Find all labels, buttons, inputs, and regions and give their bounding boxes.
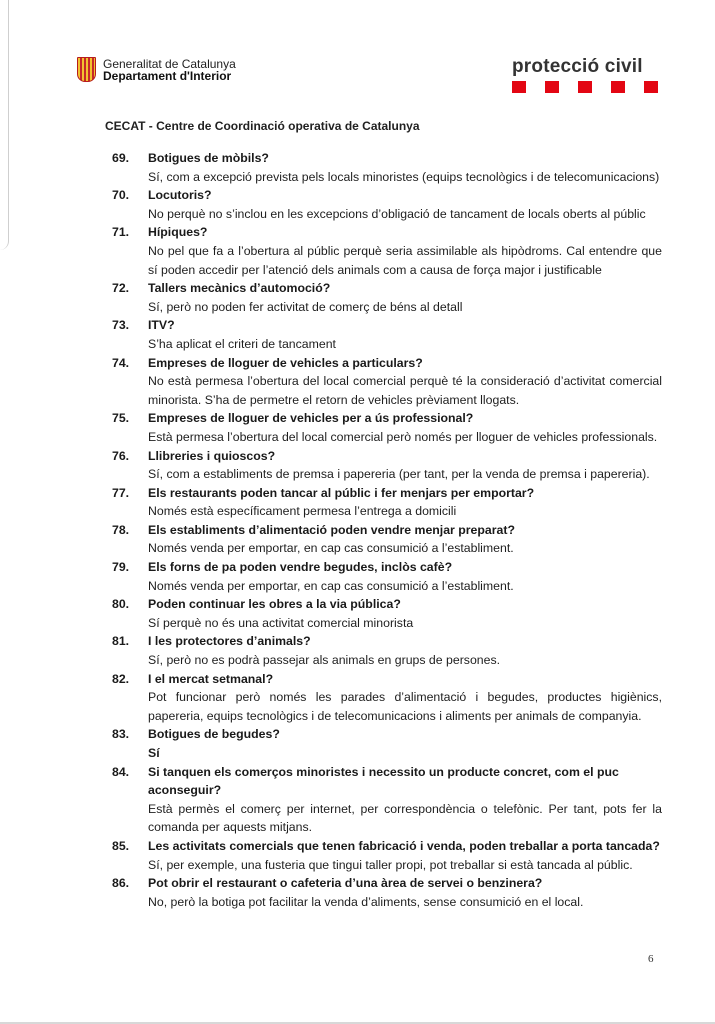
item-number: 83. [112,727,130,742]
senyera-shield-icon [77,57,96,82]
answer: No està permesa l’obertura del local comercial perquè té la consideració d’activitat comercial minorista. S’ha de permetre el retorn de vehicles prèviament llogats. [148,374,662,407]
faq-item [112,874,662,911]
item-number: 84. [112,764,130,779]
answer: Sí, com a establiments de premsa i papereria (per tant, per la venda de premsa i papereria). [148,467,650,482]
document-section-title: CECAT - Centre de Coordinació operativa de Catalunya [105,119,420,133]
answer: Sí, però no es podrà passejar als animals en grups de persones. [148,653,501,668]
item-number: 82. [112,671,130,686]
question: Poden continuar les obres a la via pública? [148,597,401,612]
faq-item [112,149,662,186]
brand-square [545,81,559,93]
faq-item [112,558,662,595]
answer: No perquè no s’inclou en les excepcions d’obligació de tancament de locals oberts al públic [148,206,646,221]
item-number: 72. [112,281,130,296]
faq-item [112,186,662,223]
item-number: 70. [112,188,130,203]
question: Locutoris? [148,188,212,203]
department-name: Departament d'Interior [103,68,232,83]
answer: Sí, però no poden fer activitat de comerç de béns al detall [148,299,463,314]
answer: Pot funcionar però només les parades d’alimentació i begudes, productes higiènics, papereria, equips tecnològics i de telecomunicacions i aliments per animals de companyia. [148,690,662,723]
question: Botigues de mòbils? [148,151,269,165]
question: Pot obrir el restaurant o cafeteria d’una àrea de servei o benzinera? [148,876,543,891]
brand-square [611,81,625,93]
question: Empreses de lloguer de vehicles per a ús professional? [148,411,474,426]
item-number: 79. [112,560,130,575]
question: Empreses de lloguer de vehicles a particulars? [148,355,423,370]
faq-item [112,837,662,874]
question: Llibreries i quioscos? [148,448,276,463]
faq-item [112,595,662,632]
item-number: 85. [112,838,130,853]
item-number: 73. [112,318,130,333]
item-number: 86. [112,876,130,891]
faq-item [112,484,662,521]
answer: Només venda per emportar, en cap cas consumició a l’establiment. [148,541,514,556]
question: Botigues de begudes? [148,727,280,742]
answer: Sí [148,746,160,760]
faq-item [112,447,662,484]
item-number: 76. [112,448,130,463]
answer: Només venda per emportar, en cap cas consumició a l’establiment. [148,578,514,593]
question: Tallers mecànics d’automoció? [148,281,331,296]
faq-item [112,354,662,410]
generalitat-logo [77,57,236,82]
faq-item [112,279,662,316]
item-number: 78. [112,522,130,537]
brand-squares [512,81,658,93]
answer: Està permesa l’obertura del local comercial però només per lloguer de vehicles professionals. [148,429,658,444]
faq-item [112,223,662,279]
item-number: 75. [112,411,130,426]
brand-square [512,81,526,93]
brand-name: protecció civil [512,56,643,77]
answer: Sí perquè no és una activitat comercial minorista [148,615,414,630]
item-number: 77. [112,485,130,500]
question: I el mercat setmanal? [148,671,274,686]
question: ITV? [148,318,175,333]
answer: No pel que fa a l’obertura al públic perquè seria assimilable als hipòdroms. Cal entendre que sí poden accedir per l’atenció dels animals com a causa de força major i justificable [148,243,662,277]
faq-item [112,521,662,558]
brand-square [578,81,592,93]
proteccio-civil-logo [512,56,658,93]
item-number: 71. [112,225,130,240]
faq-item [112,632,662,669]
question: Els establiments d’alimentació poden vendre menjar preparat? [148,522,515,537]
question: Els forns de pa poden vendre begudes, inclòs cafè? [148,560,453,575]
item-number: 81. [112,634,130,649]
generalitat-text [103,58,236,82]
answer: Sí, per exemple, una fusteria que tingui taller propi, pot treballar si està tancada al públic. [148,857,633,872]
faq-list [112,149,662,911]
faq-item [112,763,662,837]
brand-square [644,81,658,93]
item-number: 69. [112,151,130,165]
answer: No, però la botiga pot facilitar la venda d’aliments, sense consumició en el local. [148,894,584,909]
answer: Està permès el comerç per internet, per correspondència o telefònic. Per tant, pots fer la comanda per aquests mitjans. [148,801,662,835]
answer: S’ha aplicat el criteri de tancament [148,336,336,351]
page-header [0,0,715,110]
answer: Només està específicament permesa l’entrega a domicili [148,504,457,519]
item-number: 74. [112,355,130,370]
question: Hípiques? [148,225,208,240]
question: Si tanquen els comerços minoristes i necessito un producte concret, com el puc aconseguir? [148,764,619,798]
item-number: 80. [112,597,130,612]
faq-item [112,670,662,726]
answer: Sí, com a excepció prevista pels locals minoristes (equips tecnològics i de telecomunicacions) [148,169,660,184]
question: I les protectores d’animals? [148,634,311,649]
org-name: Generalitat de Catalunya [103,56,236,71]
faq-item [112,316,662,353]
question: Les activitats comercials que tenen fabricació i venda, poden treballar a porta tancada? [148,838,660,853]
page-number: 6 [648,953,654,965]
faq-item [112,409,662,446]
question: Els restaurants poden tancar al públic i fer menjars per emportar? [148,485,535,500]
faq-item [112,725,662,762]
